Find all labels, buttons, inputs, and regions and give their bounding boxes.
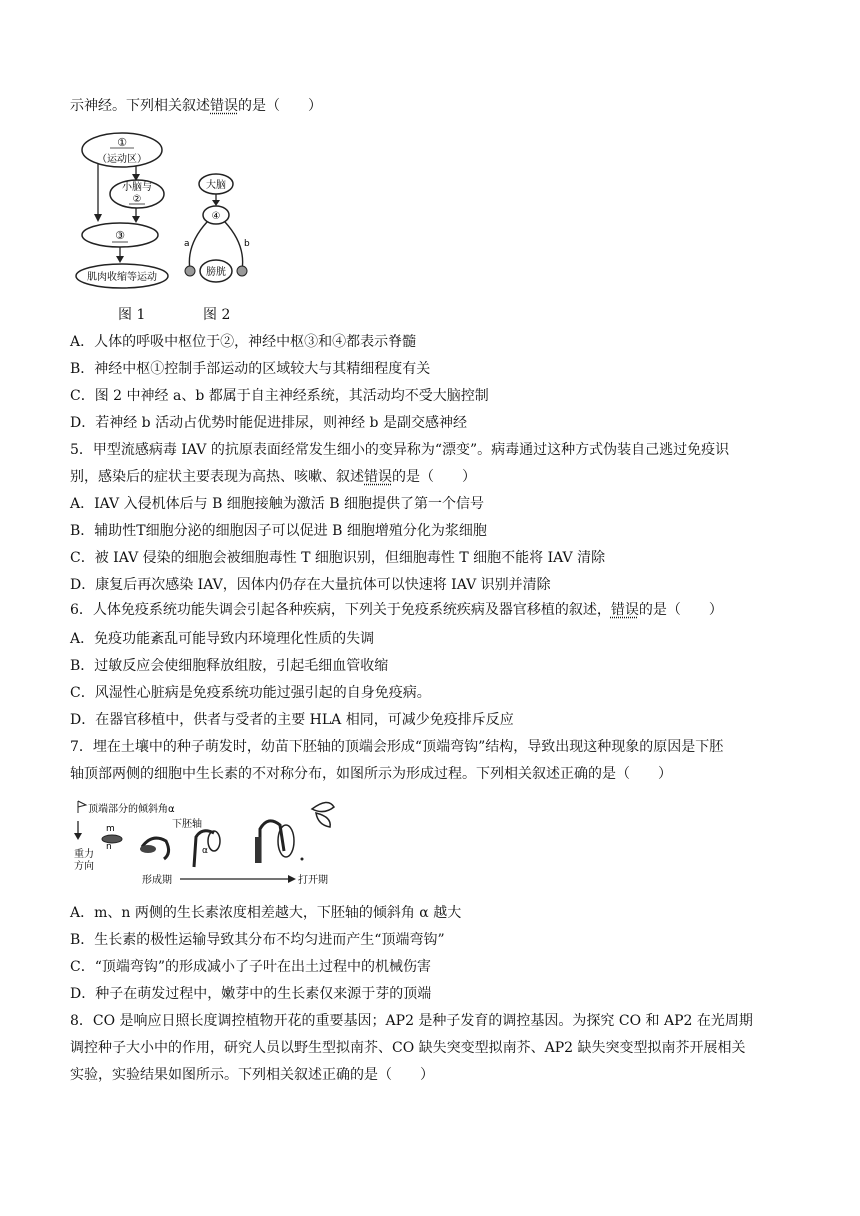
fig3-label-gravity-1: 重力 [74,849,94,860]
q4-option-b: B．神经中枢①控制手部运动的区域较大与其精细程度有关 [70,361,431,377]
q7-option-c: C．“顶端弯钩”的形成减小了子叶在出土过程中的机械伤害 [70,959,432,975]
q8-stem-line-3: 实验，实验结果如图所示。下列相关叙述正确的是（ ） [70,1067,434,1083]
q5-option-c: C．被 IAV 侵染的细胞会被细胞毒性 T 细胞识别，但细胞毒性 T 细胞不能将 IAV 清除 [70,550,606,566]
figure-apical-hook-process [72,797,352,889]
fig2-label-brain: 大脑 [206,180,226,191]
fig3-label-gravity-2: 方向 [74,861,94,872]
fig3-label-angle: 顶端部分的倾斜角α [88,804,175,815]
fig3-label-n: n [106,842,112,852]
q7-option-d: D．种子在萌发过程中，嫩芽中的生长素仅来源于芽的顶端 [70,986,432,1002]
fig1-label-3: ③ [115,229,125,242]
fig2-label-a: a [184,239,190,249]
q4-stem-emphasis: 错误 [210,98,238,114]
q6-stem [70,600,723,620]
q5-stem-line-1: 5．甲型流感病毒 IAV 的抗原表面经常发生细小的变异称为“漂变”。病毒通过这种方式伪装自己逃过免疫识 [70,442,730,458]
q4-option-a: A．人体的呼吸中枢位于②，神经中枢③和④都表示脊髓 [70,334,417,350]
q6-option-b: B．过敏反应会使细胞释放组胺，引起毛细血管收缩 [70,658,389,674]
q4-option-d: D．若神经 b 活动占优势时能促进排尿，则神经 b 是副交感神经 [70,415,467,431]
q6-option-c: C．风湿性心脏病是免疫系统功能过强引起的自身免疫病。 [70,685,431,701]
q6-option-a: A．免疫功能紊乱可能导致内环境理化性质的失调 [70,631,375,647]
fig3-label-alpha: α [202,846,208,856]
fig1-label-muscle: 肌肉收缩等运动 [87,272,157,283]
fig3-label-hypocotyl: 下胚轴 [172,819,202,830]
q7-stem-line-2: 轴顶部两侧的细胞中生长素的不对称分布，如图所示为形成过程。下列相关叙述正确的是（ ） [70,766,672,782]
fig1-label-motor-area: （运动区） [97,154,147,165]
figure-1-caption: 图 1 [118,307,146,323]
q7-stem-line-1: 7．埋在土壤中的种子萌发时，幼苗下胚轴的顶端会形成“顶端弯钩”结构，导致出现这种现象的原因是下胚 [70,739,724,755]
fig1-label-cerebellum: 小脑与 [122,182,152,193]
q5-stem-end: 的是（ ） [392,469,476,485]
q5-option-b: B．辅助性T细胞分泌的细胞因子可以促进 B 细胞增殖分化为浆细胞 [70,523,487,539]
figure-1-nervous-pathway [74,126,178,296]
q5-stem-text: 别，感染后的症状主要表现为高热、咳嗽、叙述 [70,469,364,485]
q6-option-d: D．在器官移植中，供者与受者的主要 HLA 相同，可减少免疫排斥反应 [70,712,514,728]
fig2-label-bladder: 膀胱 [206,267,226,278]
fig1-label-2: ② [132,194,142,205]
figure-2-caption: 图 2 [203,307,231,323]
q6-stem-emphasis: 错误 [610,602,639,618]
fig3-label-m: m [106,824,115,834]
q5-stem-emphasis: 错误 [364,469,392,485]
q6-stem-end: 的是（ ） [638,602,723,618]
q5-option-d: D．康复后再次感染 IAV，因体内仍存在大量抗体可以快速将 IAV 识别并清除 [70,577,551,593]
fig2-label-4: ④ [211,211,221,222]
fig1-label-1: ① [117,136,127,149]
fig3-label-forming: 形成期 [142,875,172,886]
fig3-label-opening: 打开期 [298,875,328,886]
figure-2-bladder-pathway [176,170,260,285]
q6-stem-text: 6．人体免疫系统功能失调会引起各种疾病，下列关于免疫系统疾病及器官移植的叙述， [70,602,611,618]
q7-option-b: B．生长素的极性运输导致其分布不均匀进而产生“顶端弯钩” [70,932,445,948]
q8-stem-line-1: 8．CO 是响应日照长度调控植物开花的重要基因；AP2 是种子发育的调控基因。为探究 CO 和 AP2 在光周期 [70,1013,753,1029]
q4-stem [70,96,322,116]
q7-option-a: A．m、n 两侧的生长素浓度相差越大，下胚轴的倾斜角 α 越大 [70,905,462,921]
q4-stem-end: 的是（ ） [238,98,322,114]
q8-stem-line-2: 调控种子大小中的作用，研究人员以野生型拟南芥、CO 缺失突变型拟南芥、AP2 缺失突变型拟南芥开展相关 [70,1040,746,1056]
q4-stem-text: 示神经。下列相关叙述 [70,98,210,114]
q5-stem-line-2 [70,467,476,487]
fig2-label-b: b [244,239,250,249]
q4-option-c: C．图 2 中神经 a、b 都属于自主神经系统，其活动均不受大脑控制 [70,388,489,404]
q5-option-a: A．IAV 入侵机体后与 B 细胞接触为激活 B 细胞提供了第一个信号 [70,496,484,512]
